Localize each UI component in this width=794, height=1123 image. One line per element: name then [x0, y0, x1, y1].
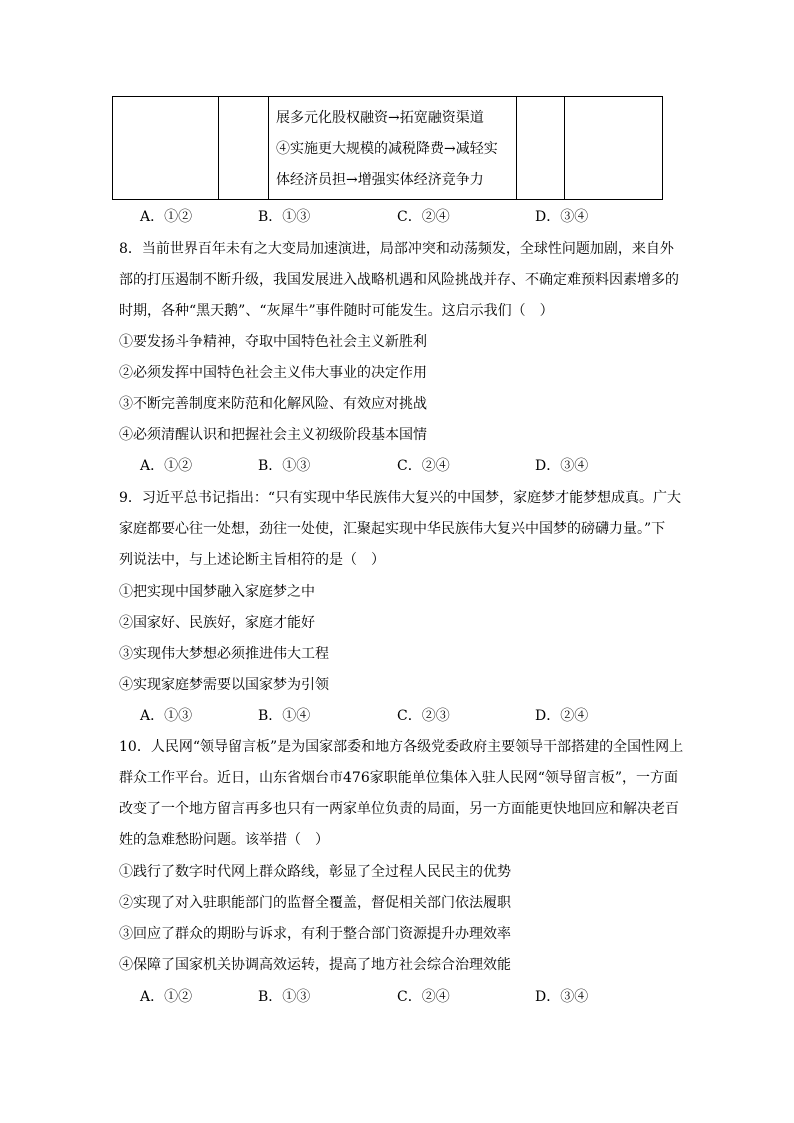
option-b[interactable]: B．①④ — [258, 708, 311, 724]
option-c[interactable]: C．②③ — [397, 708, 450, 724]
q10-item: ③回应了群众的期盼与诉求，有利于整合部门资源提升办理效率 — [119, 926, 511, 942]
q8-options — [140, 456, 660, 476]
option-a[interactable]: A．①② — [140, 458, 193, 474]
q8-stem-line: 8．当前世界百年未有之大变局加速演进，局部冲突和动荡频发，全球性问题加剧，来自外 — [119, 241, 674, 257]
q8-item: ②必须发挥中国特色社会主义伟大事业的决定作用 — [119, 365, 427, 381]
option-c[interactable]: C．②④ — [397, 209, 450, 225]
q10-item: ①践行了数字时代网上群众路线，彰显了全过程人民民主的优势 — [119, 864, 511, 880]
option-d[interactable]: D．②④ — [535, 708, 589, 724]
option-d[interactable]: D．③④ — [535, 209, 589, 225]
option-c[interactable]: C．②④ — [397, 458, 450, 474]
table-column-divider — [516, 97, 517, 199]
q9-item: ①把实现中国梦融入家庭梦之中 — [119, 584, 315, 600]
q8-stem-line: 部的打压遏制不断升级，我国发展进入战略机遇和风险挑战并存、不确定难预料因素增多的 — [119, 272, 679, 288]
option-b[interactable]: B．①③ — [258, 458, 311, 474]
table-line: ④实施更大规模的减税降费→减轻实 — [276, 141, 498, 157]
q10-item: ④保障了国家机关协调高效运转，提高了地方社会综合治理效能 — [119, 957, 511, 973]
table-column-divider — [218, 97, 219, 199]
table-line: 展多元化股权融资→拓宽融资渠道 — [276, 110, 484, 126]
q10-options — [140, 987, 660, 1007]
q9-stem-line: 家庭都要心往一处想，劲往一处使，汇聚起实现中华民族伟大复兴中国梦的磅礴力量。”下 — [119, 521, 666, 537]
q10-item: ②实现了对入驻职能部门的监督全覆盖，督促相关部门依法履职 — [119, 895, 511, 911]
q10-stem-line: 10．人民网“领导留言板”是为国家部委和地方各级党委政府主要领导干部搭建的全国性网上 — [119, 739, 684, 755]
q9-options — [140, 706, 660, 726]
q10-stem-line: 群众工作平台。近日，山东省烟台市476家职能单位集体入驻人民网“领导留言板”，一方面 — [119, 770, 679, 786]
q8-stem-line: 时期，各种“黑天鹅”、“灰犀牛”事件随时可能发生。这启示我们（ ） — [119, 303, 554, 319]
q10-stem-line: 姓的急难愁盼问题。该举措（ ） — [119, 832, 329, 848]
option-d[interactable]: D．③④ — [535, 458, 589, 474]
q8-item: ③不断完善制度来防范和化解风险、有效应对挑战 — [119, 396, 427, 412]
q9-stem-line: 列说法中，与上述论断主旨相符的是（ ） — [119, 552, 385, 568]
option-b[interactable]: B．①③ — [258, 209, 311, 225]
q9-item: ②国家好、民族好，家庭才能好 — [119, 615, 315, 631]
q10-stem-line: 改变了一个地方留言再多也只有一两家单位负责的局面，另一方面能更快地回应和解决老百 — [119, 801, 679, 817]
option-a[interactable]: A．①③ — [140, 708, 193, 724]
table-column-divider — [564, 97, 565, 199]
table-line: 体经济员担→增强实体经济竞争力 — [276, 172, 484, 188]
option-a[interactable]: A．①② — [140, 989, 193, 1005]
q8-item: ④必须清醒认识和把握社会主义初级阶段基本国情 — [119, 427, 427, 443]
q9-item: ③实现伟大梦想必须推进伟大工程 — [119, 646, 329, 662]
table-column-divider — [268, 97, 269, 199]
answer-table — [112, 96, 663, 200]
option-d[interactable]: D．③④ — [535, 989, 589, 1005]
q7-options — [140, 207, 660, 227]
q8-item: ①要发扬斗争精神，夺取中国特色社会主义新胜利 — [119, 334, 427, 350]
option-c[interactable]: C．②④ — [397, 989, 450, 1005]
option-a[interactable]: A．①② — [140, 209, 193, 225]
q9-stem-line: 9．习近平总书记指出：“只有实现中华民族伟大复兴的中国梦，家庭梦才能梦想成真。广大 — [119, 490, 682, 506]
option-b[interactable]: B．①③ — [258, 989, 311, 1005]
q9-item: ④实现家庭梦需要以国家梦为引领 — [119, 677, 329, 693]
table-cell-text — [276, 103, 512, 196]
